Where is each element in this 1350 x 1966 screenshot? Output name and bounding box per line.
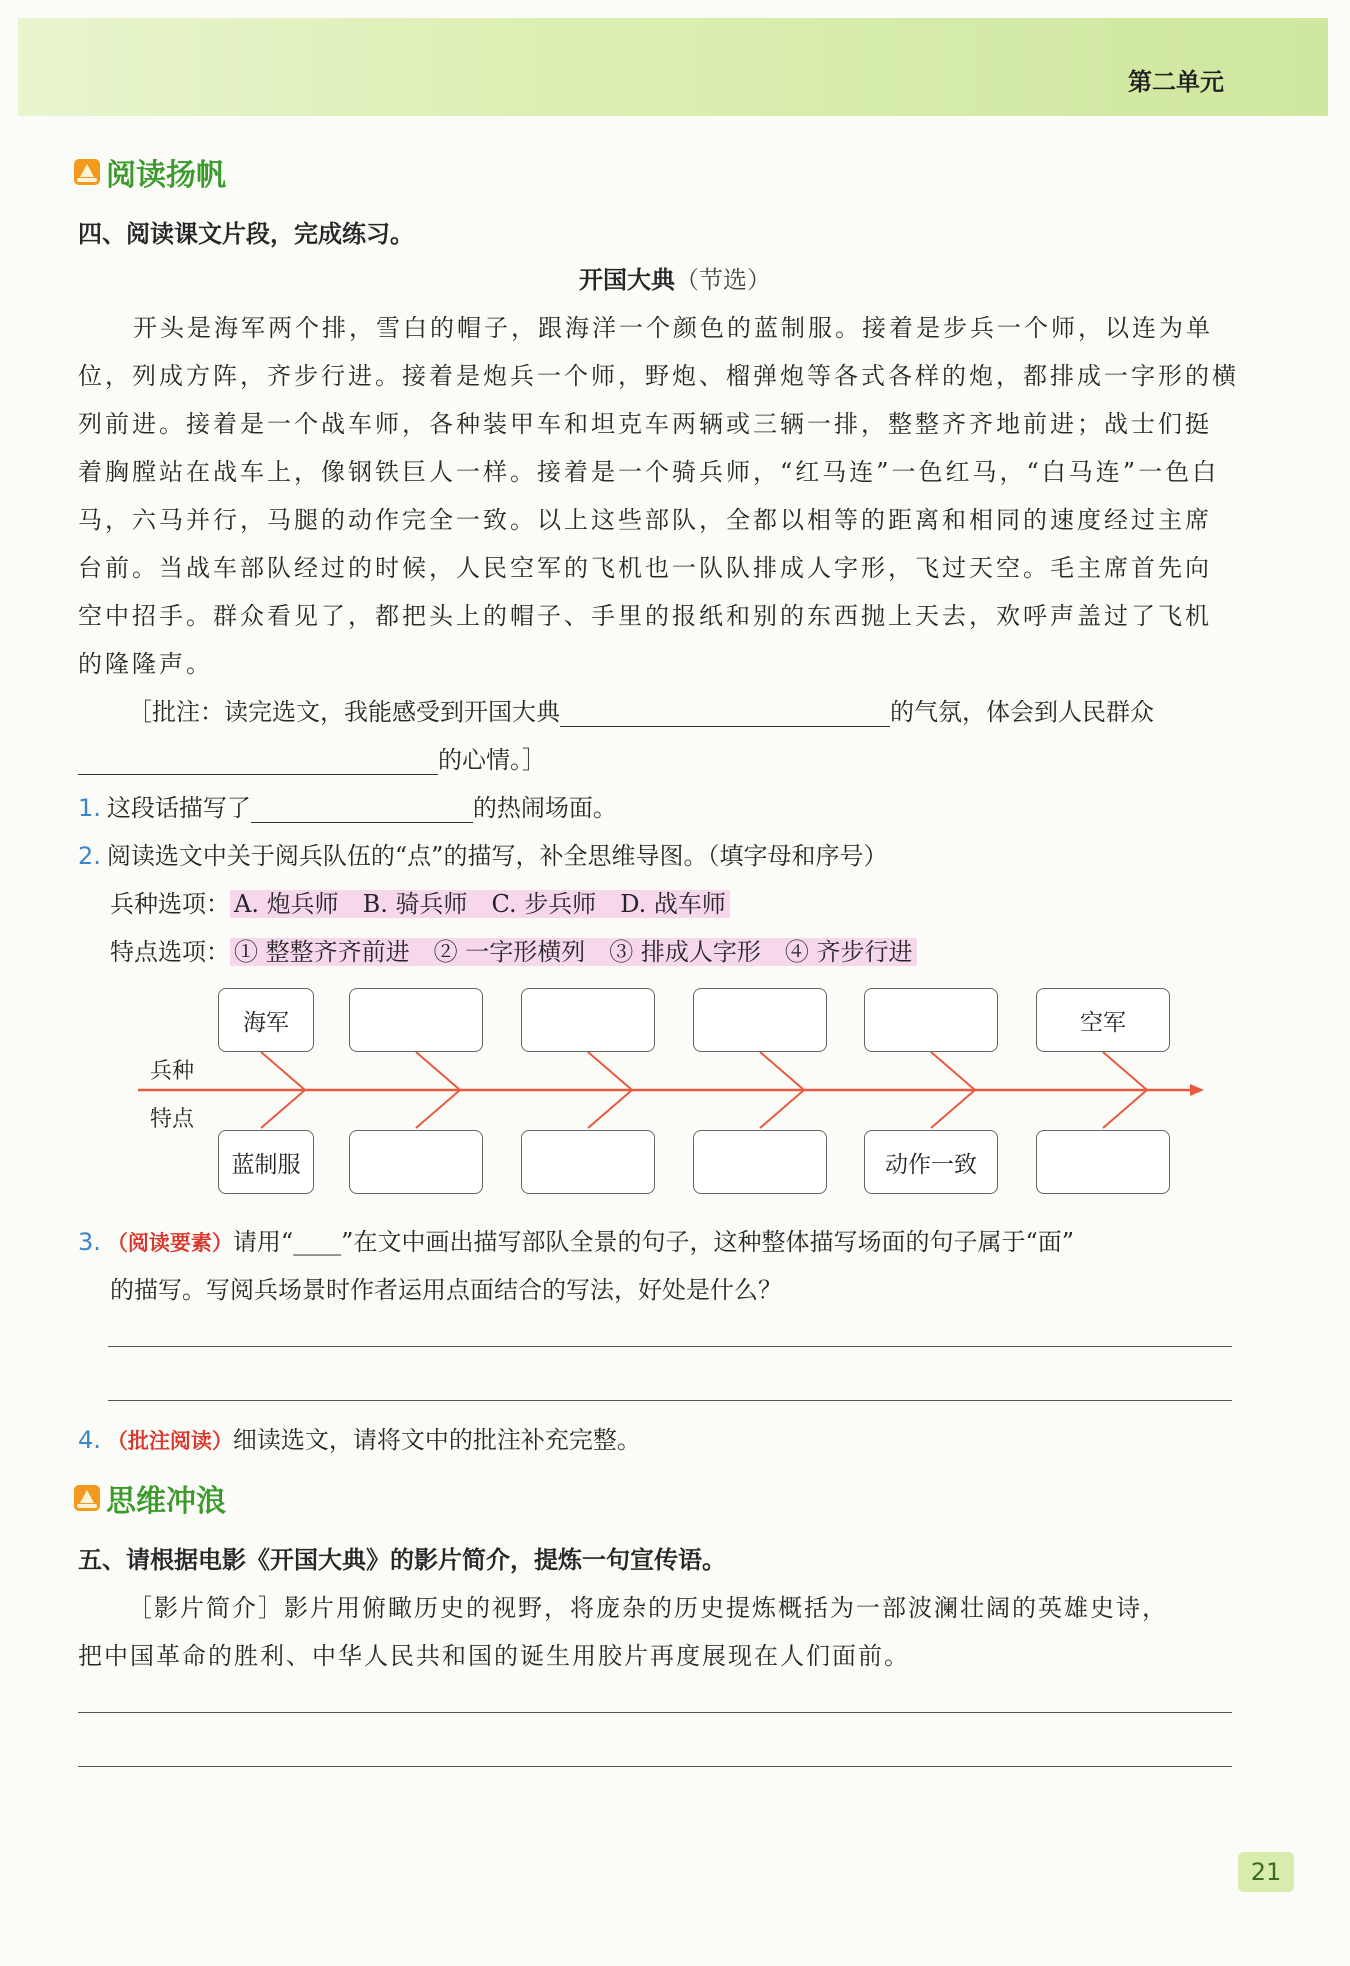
item-3-line-1 (78, 1222, 1074, 1257)
unit-label: 第二单元 (1128, 68, 1224, 96)
item-4-tag: （批注阅读） (106, 1428, 233, 1453)
passage-title-subtitle: （节选） (675, 266, 771, 294)
soldier-options: A. 炮兵师 B. 骑兵师 C. 步兵师 D. 战车师 (230, 890, 730, 918)
mind-map-spine-2 (416, 1052, 460, 1128)
item-2-text: 阅读选文中关于阅兵队伍的“点”的描写，补全思维导图。（填字母和序号） (106, 842, 888, 870)
mind-map-spine-3 (588, 1052, 632, 1128)
intro-line-1 (128, 1588, 1168, 1623)
top-box-3[interactable] (521, 988, 655, 1052)
bottom-box-6[interactable] (1036, 1130, 1170, 1194)
annotation-text-1: ［批注：读完选文，我能感受到开国大典 (128, 698, 560, 726)
item-2 (78, 836, 887, 871)
mind-map-spine-4 (760, 1052, 804, 1128)
section-title-reading (74, 150, 226, 194)
feature-options: ① 整整齐齐前进 ② 一字形横列 ③ 排成人字形 ④ 齐步行进 (230, 938, 917, 966)
passage-line: 台前。当战车部队经过的时候，人民空军的飞机也一队队排成人字形，飞过天空。毛主席首先向 (78, 554, 1212, 582)
item-1-text-a: 这段话描写了 (106, 794, 251, 822)
item-1-text-b: 的热闹场面。 (472, 794, 617, 822)
passage-title (0, 260, 1350, 295)
bottom-box-3[interactable] (521, 1130, 655, 1194)
item-2-number: 2. (78, 842, 101, 870)
passage-line: 位，列成方阵，齐步行进。接着是炮兵一个师，野炮、榴弹炮等各式各样的炮，都排成一字形的横 (78, 362, 1239, 390)
annotation-text-3: 的心情。］ (438, 746, 546, 774)
answer-line[interactable] (108, 1346, 1232, 1347)
intro-text-1: 影片用俯瞰历史的视野，将庞杂的历史提炼概括为一部波澜壮阔的英雄史诗， (284, 1594, 1168, 1622)
top-box-5[interactable] (864, 988, 998, 1052)
top-box-1: 海军 (218, 988, 314, 1052)
intro-line-2: 把中国革命的胜利、中华人民共和国的诞生用胶片再度展现在人们面前。 (78, 1642, 910, 1670)
item-4-text: 细读选文，请将文中的批注补充完整。 (232, 1426, 641, 1454)
bottom-box-1: 蓝制服 (218, 1130, 314, 1194)
annotation-line (128, 692, 1154, 727)
item-3-line-2: 的描写。写阅兵场景时作者运用点面结合的写法，好处是什么？ (110, 1276, 782, 1304)
passage-line: 的隆隆声。 (78, 650, 213, 678)
section-title-reading-text: 阅读扬帆 (106, 158, 226, 193)
intro-label: ［影片简介］ (128, 1594, 284, 1622)
mind-map-spines (261, 1052, 1147, 1128)
annotation-line-2 (78, 740, 546, 775)
passage-line: 马，六马并行，马腿的动作完全一致。以上这些部队，全都以相等的距离和相同的速度经过主席 (78, 506, 1212, 534)
mind-map-spine-6 (1103, 1052, 1147, 1128)
question-4-heading: 四、阅读课文片段，完成练习。 (78, 220, 414, 248)
feature-options-line (110, 932, 917, 967)
question-5-heading: 五、请根据电影《开国大典》的影片简介，提炼一句宣传语。 (78, 1546, 726, 1574)
thinking-badge-icon (74, 1485, 100, 1511)
passage-line: 列前进。接着是一个战车师，各种装甲车和坦克车两辆或三辆一排，整整齐齐地前进；战士们挺 (78, 410, 1212, 438)
annotation-blank-mood[interactable] (78, 748, 438, 775)
item-1 (78, 788, 617, 823)
page-number: 21 (1238, 1852, 1294, 1892)
axis-label-feature: 特点 (150, 1107, 195, 1132)
item-4 (78, 1420, 641, 1455)
soldier-options-label: 兵种选项： (110, 890, 230, 918)
annotation-blank-atmosphere[interactable] (560, 700, 890, 727)
section-title-thinking-text: 思维冲浪 (106, 1484, 226, 1519)
item-3-number: 3. (78, 1228, 101, 1256)
reading-badge-icon (74, 159, 100, 185)
passage-line: 开头是海军两个排，雪白的帽子，跟海洋一个颜色的蓝制服。接着是步兵一个师，以连为单 (133, 314, 1213, 342)
answer-line[interactable] (108, 1400, 1232, 1401)
item-1-blank[interactable] (251, 796, 473, 823)
mind-map-spine-1 (261, 1052, 305, 1128)
section-title-thinking (74, 1476, 226, 1520)
soldier-options-line (110, 884, 730, 919)
item-3-text-1: 请用“____”在文中画出描写部队全景的句子，这种整体描写场面的句子属于“面” (232, 1228, 1074, 1256)
feature-options-label: 特点选项： (110, 938, 230, 966)
passage-line: 空中招手。群众看见了，都把头上的帽子、手里的报纸和别的东西抛上天去，欢呼声盖过了飞机 (78, 602, 1212, 630)
axis-label-soldier: 兵种 (150, 1059, 195, 1084)
bottom-box-2[interactable] (349, 1130, 483, 1194)
bottom-box-4[interactable] (693, 1130, 827, 1194)
annotation-text-2: 的气氛，体会到人民群众 (890, 698, 1154, 726)
answer-line[interactable] (78, 1712, 1232, 1713)
bottom-box-5: 动作一致 (864, 1130, 998, 1194)
passage-line: 着胸膛站在战车上，像钢铁巨人一样。接着是一个骑兵师，“红马连”一色红马，“白马连”一色白 (78, 458, 1220, 486)
answer-line[interactable] (78, 1766, 1232, 1767)
top-box-6: 空军 (1036, 988, 1170, 1052)
top-box-4[interactable] (693, 988, 827, 1052)
item-4-number: 4. (78, 1426, 101, 1454)
mind-map-spine-5 (931, 1052, 975, 1128)
item-1-number: 1. (78, 794, 101, 822)
top-box-2[interactable] (349, 988, 483, 1052)
item-3-tag: （阅读要素） (106, 1230, 233, 1255)
passage-title-main: 开国大典 (579, 266, 675, 294)
mind-map-arrowhead (1190, 1084, 1204, 1096)
